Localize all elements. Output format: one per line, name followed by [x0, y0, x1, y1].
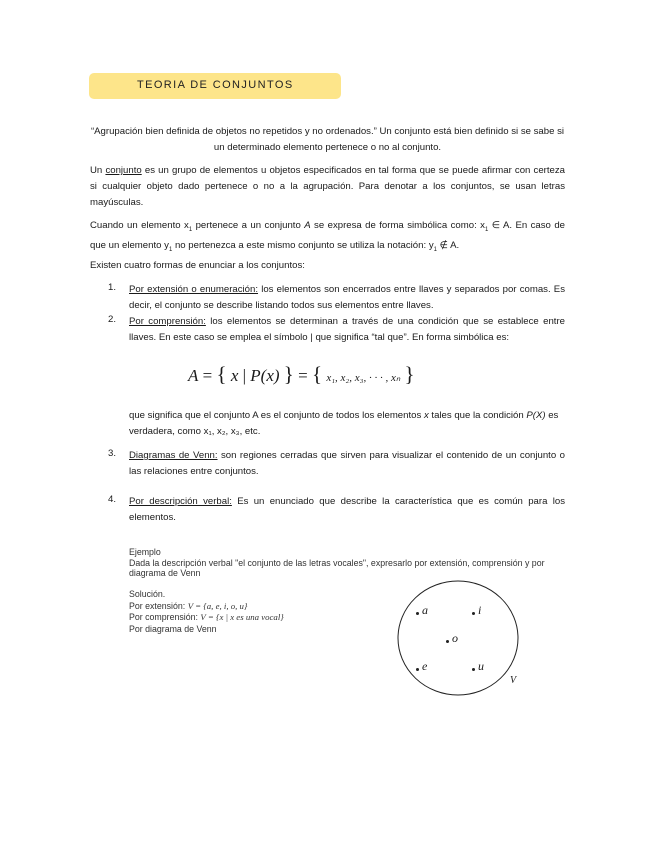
solution-venn-label: Por diagrama de Venn — [129, 623, 217, 634]
comprehension-formula — [188, 362, 415, 387]
membership-symbol-1-op: ∈ A. — [488, 220, 513, 231]
list-item-body: son regiones cerradas que sirven para visualizar el contenido de un conjunto o las relaciones entre conjuntos. — [129, 450, 565, 477]
membership-text-1: Cuando un elemento x — [90, 220, 189, 231]
explanation-x: x — [423, 410, 429, 421]
membership-text-3: se expresa de forma simbólica como: — [310, 220, 481, 231]
explanation-text-1: que significa que el conjunto A es el conjunto de todos los elementos — [129, 410, 424, 421]
venn-element-e: e — [422, 659, 428, 673]
membership-symbol-2-sub: 1 — [433, 246, 437, 253]
definition-quote: “Agrupación bien definida de objetos no repetidos y no ordenados.” Un conjunto está bien definido si se sabe si un determinado elemento pertenece o no al conjunto. — [90, 126, 565, 153]
venn-point — [416, 668, 419, 671]
example-heading: Ejemplo — [129, 547, 161, 557]
explanation-text-2: tales que la condición — [428, 410, 527, 421]
list-item-text — [129, 448, 565, 480]
formula-such-that: | — [242, 366, 247, 385]
venn-element-a: a — [422, 603, 428, 617]
formula-left-brace-2: { — [311, 362, 323, 386]
membership-symbol-2-op: ∉ A. — [436, 239, 460, 251]
list-item-number: 2. — [108, 314, 117, 325]
list-item-body: Es un enunciado que describe la característica que es común para los elementos. — [129, 496, 565, 523]
formula-explanation — [129, 408, 565, 440]
intro-pre: Un — [90, 165, 103, 176]
venn-element-u: u — [478, 659, 484, 673]
intro-post: es un grupo de elementos u objetos especificados en tal forma que se puede afirmar con certeza si cualquier objeto dado pertenece o no a la agrupación. Para denotar a los conjuntos, se usan letras mayúsculas. — [90, 165, 566, 208]
venn-point — [472, 668, 475, 671]
intro-term: conjunto — [105, 165, 142, 176]
intro-paragraph — [90, 163, 565, 211]
formula-right-brace-2: } — [404, 362, 415, 386]
venn-set-circle — [398, 581, 518, 695]
membership-sub-1: 1 — [188, 226, 193, 233]
membership-symbol-2: y — [428, 239, 434, 251]
venn-point — [472, 612, 475, 615]
membership-set: A — [304, 220, 311, 231]
example-text: Dada la descripción verbal "el conjunto de las letras vocales", expresarlo por extensión, comprensión y por diagrama de Venn — [129, 557, 545, 578]
membership-symbol-1: x — [480, 220, 485, 231]
list-item-label: Por comprensión: — [129, 316, 206, 327]
list-item-text — [129, 314, 565, 346]
membership-sub-2: 1 — [168, 246, 173, 253]
list-item-number: 4. — [108, 494, 117, 505]
formula-x: x — [230, 366, 239, 385]
membership-text-4: En caso de que un elemento y — [90, 220, 565, 251]
list-item-number: 1. — [108, 282, 117, 293]
list-item-body: los elementos se determinan a través de una condición que se establece entre llaves. En este caso se emplea el símbolo | que significa “tal que”. En forma simbólica es: — [129, 316, 565, 343]
membership-text-5: no pertenezca a este mismo conjunto se utiliza la notación: — [172, 239, 429, 251]
membership-paragraph — [90, 218, 565, 258]
membership-symbol-1-sub: 1 — [484, 226, 489, 233]
formula-right-brace: } — [283, 362, 294, 386]
solution-comprehension — [129, 612, 284, 624]
formula-left-brace: { — [216, 362, 227, 386]
solution-extension-formula: V = {a, e, i, o, u} — [187, 600, 248, 611]
explanation-text-3: es verdadera, como x₁, x₂, x₃, etc. — [129, 410, 559, 437]
venn-set-label: V — [510, 675, 517, 686]
list-item-label: Por descripción verbal: — [129, 496, 232, 507]
formula-lhs: A — [188, 366, 199, 385]
formula-element-list: x₁, x₂, x₃, · · · , xₙ — [326, 372, 401, 384]
forms-intro: Existen cuatro formas de enunciar a los conjuntos: — [90, 260, 305, 271]
list-item-text — [129, 494, 565, 526]
example-block — [129, 547, 559, 579]
list-item-label: Por extensión o enumeración: — [129, 284, 259, 295]
formula-equals: = — [202, 366, 213, 385]
solution-extension-label: Por extensión: — [129, 600, 186, 611]
solution-block — [129, 589, 284, 635]
membership-text-2: pertenece a un conjunto — [192, 220, 305, 231]
venn-element-i: i — [478, 603, 482, 617]
formula-equals-2: = — [298, 366, 308, 385]
formula-condition: P(x) — [250, 366, 280, 385]
title-banner — [89, 73, 341, 99]
solution-comprehension-formula: V = {x | x es una vocal} — [200, 612, 284, 622]
explanation-condition: P(X) — [526, 410, 546, 421]
solution-comprehension-label: Por comprensión: — [129, 612, 198, 622]
list-item-label: Diagramas de Venn: — [129, 450, 218, 461]
list-item-body: los elementos son encerrados entre llaves y separados por comas. Es decir, el conjunto se describe listando todos sus elementos entre llaves. — [129, 284, 565, 311]
list-item-number: 3. — [108, 448, 117, 459]
venn-element-o: o — [452, 631, 458, 645]
solution-heading: Solución. — [129, 589, 166, 599]
venn-point — [416, 612, 419, 615]
page-title: TEORIA DE CONJUNTOS — [137, 79, 294, 91]
venn-point — [446, 640, 449, 643]
list-item-text — [129, 282, 565, 314]
solution-extension — [129, 601, 284, 613]
